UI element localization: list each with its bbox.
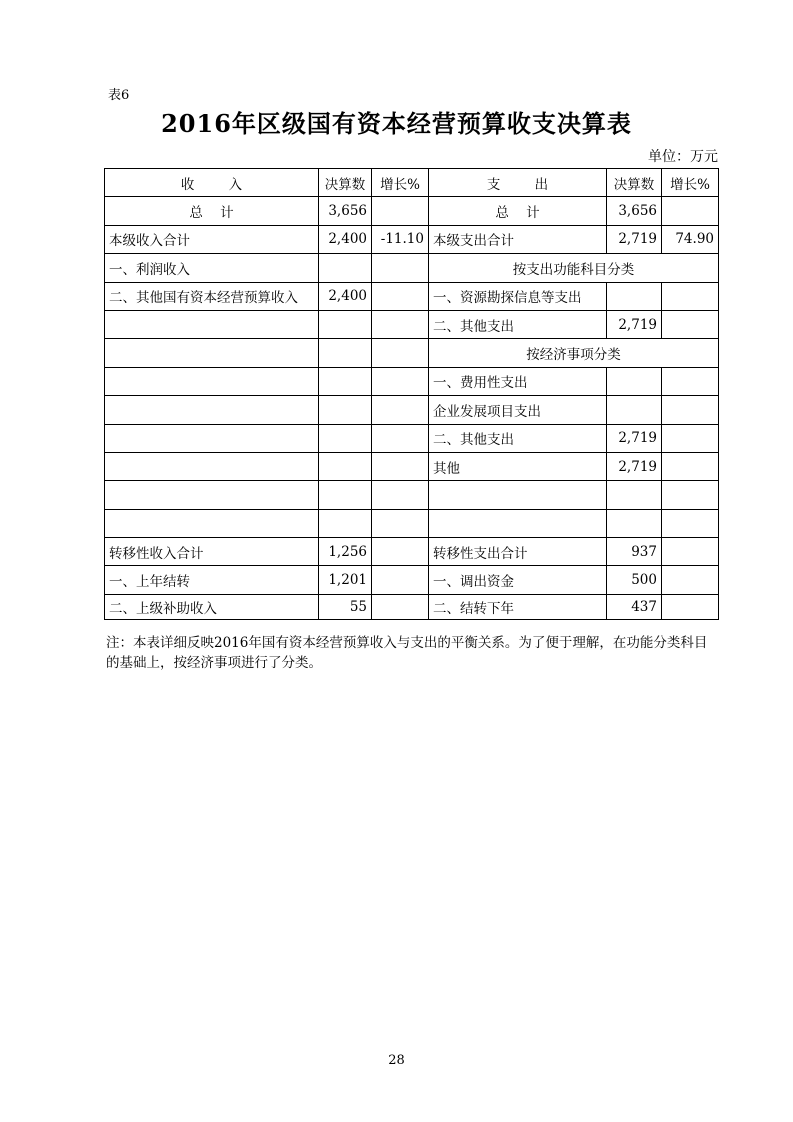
table-row: [105, 254, 719, 282]
table-row: [105, 566, 719, 594]
expense-amount: [607, 367, 662, 395]
header-expense-growth: 增长%: [662, 169, 719, 197]
expense-growth: [662, 197, 719, 225]
income-growth: [372, 481, 429, 509]
expense-label: 转移性支出合计: [429, 538, 607, 566]
income-amount: [319, 254, 372, 282]
expense-growth: [662, 424, 719, 452]
income-growth: [372, 594, 429, 619]
expense-label: 本级支出合计: [429, 225, 607, 253]
expense-growth: [662, 509, 719, 537]
income-amount: 1,256: [319, 538, 372, 566]
expense-category-heading: 按经济事项分类: [429, 339, 719, 367]
table-row: [105, 452, 719, 480]
expense-amount: [607, 396, 662, 424]
income-label: 总 计: [105, 197, 319, 225]
income-label: [105, 310, 319, 338]
expense-amount: [607, 509, 662, 537]
table-row: [105, 367, 719, 395]
income-growth: [372, 424, 429, 452]
income-amount: [319, 396, 372, 424]
income-amount: [319, 452, 372, 480]
expense-growth: [662, 481, 719, 509]
income-amount: 1,201: [319, 566, 372, 594]
expense-growth: [662, 396, 719, 424]
table-row: [105, 481, 719, 509]
table-row: [105, 538, 719, 566]
income-label: 二、其他国有资本经营预算收入: [105, 282, 319, 310]
income-growth: [372, 367, 429, 395]
expense-label: 二、其他支出: [429, 424, 607, 452]
expense-amount: 3,656: [607, 197, 662, 225]
table-row: [105, 594, 719, 619]
table-row: [105, 339, 719, 367]
income-growth: [372, 197, 429, 225]
expense-amount: [607, 282, 662, 310]
income-label: 转移性收入合计: [105, 538, 319, 566]
income-label: 本级收入合计: [105, 225, 319, 253]
income-growth: [372, 282, 429, 310]
expense-label: 企业发展项目支出: [429, 396, 607, 424]
expense-growth: [662, 367, 719, 395]
expense-growth: [662, 452, 719, 480]
expense-growth: [662, 566, 719, 594]
income-amount: 55: [319, 594, 372, 619]
expense-growth: [662, 282, 719, 310]
expense-growth: [662, 594, 719, 619]
expense-label: 一、调出资金: [429, 566, 607, 594]
expense-category-heading: 按支出功能科目分类: [429, 254, 719, 282]
income-growth: [372, 538, 429, 566]
table-row: [105, 225, 719, 253]
header-income: 收 入: [105, 169, 319, 197]
table-row: [105, 310, 719, 338]
income-growth: [372, 254, 429, 282]
table-row: [105, 396, 719, 424]
income-amount: [319, 481, 372, 509]
income-amount: [319, 367, 372, 395]
expense-label: 二、结转下年: [429, 594, 607, 619]
income-growth: [372, 396, 429, 424]
income-label: [105, 339, 319, 367]
income-amount: [319, 509, 372, 537]
income-amount: [319, 424, 372, 452]
expense-amount: 2,719: [607, 225, 662, 253]
expense-label: [429, 509, 607, 537]
income-label: [105, 452, 319, 480]
income-growth: [372, 509, 429, 537]
income-amount: [319, 339, 372, 367]
income-label: [105, 367, 319, 395]
expense-amount: 437: [607, 594, 662, 619]
expense-label: 其他: [429, 452, 607, 480]
table-row: [105, 509, 719, 537]
income-label: 一、利润收入: [105, 254, 319, 282]
expense-growth: 74.90: [662, 225, 719, 253]
income-growth: [372, 339, 429, 367]
expense-amount: [607, 481, 662, 509]
income-growth: [372, 566, 429, 594]
expense-label: 一、费用性支出: [429, 367, 607, 395]
income-growth: [372, 452, 429, 480]
expense-amount: 937: [607, 538, 662, 566]
expense-amount: 2,719: [607, 424, 662, 452]
expense-label: 总 计: [429, 197, 607, 225]
page-title: 2016年区级国有资本经营预算收支决算表: [161, 109, 632, 138]
table-note: 注：本表详细反映2016年国有资本经营预算收入与支出的平衡关系。为了便于理解，在功能分类科目的基础上，按经济事项进行了分类。: [106, 635, 708, 671]
income-amount: [319, 310, 372, 338]
header-expense-amount: 决算数: [607, 169, 662, 197]
income-label: [105, 424, 319, 452]
expense-amount: 500: [607, 566, 662, 594]
income-label: 一、上年结转: [105, 566, 319, 594]
income-label: [105, 509, 319, 537]
expense-amount: 2,719: [607, 310, 662, 338]
table-row: [105, 424, 719, 452]
expense-amount: 2,719: [607, 452, 662, 480]
income-label: [105, 481, 319, 509]
header-income-growth: 增长%: [372, 169, 429, 197]
income-amount: 3,656: [319, 197, 372, 225]
income-growth: [372, 310, 429, 338]
table-row: [105, 197, 719, 225]
expense-growth: [662, 310, 719, 338]
expense-label: 一、资源勘探信息等支出: [429, 282, 607, 310]
table-row: [105, 282, 719, 310]
income-amount: 2,400: [319, 225, 372, 253]
table-label: 表6: [108, 88, 130, 103]
header-row: [105, 169, 719, 197]
unit-label: 单位：万元: [648, 149, 718, 165]
header-income-amount: 决算数: [319, 169, 372, 197]
income-label: 二、上级补助收入: [105, 594, 319, 619]
expense-label: 二、其他支出: [429, 310, 607, 338]
income-label: [105, 396, 319, 424]
expense-label: [429, 481, 607, 509]
header-expense: 支 出: [429, 169, 607, 197]
income-amount: 2,400: [319, 282, 372, 310]
budget-table: [104, 168, 719, 620]
expense-growth: [662, 538, 719, 566]
income-growth: -11.10: [372, 225, 429, 253]
page-number: 28: [388, 1053, 405, 1068]
